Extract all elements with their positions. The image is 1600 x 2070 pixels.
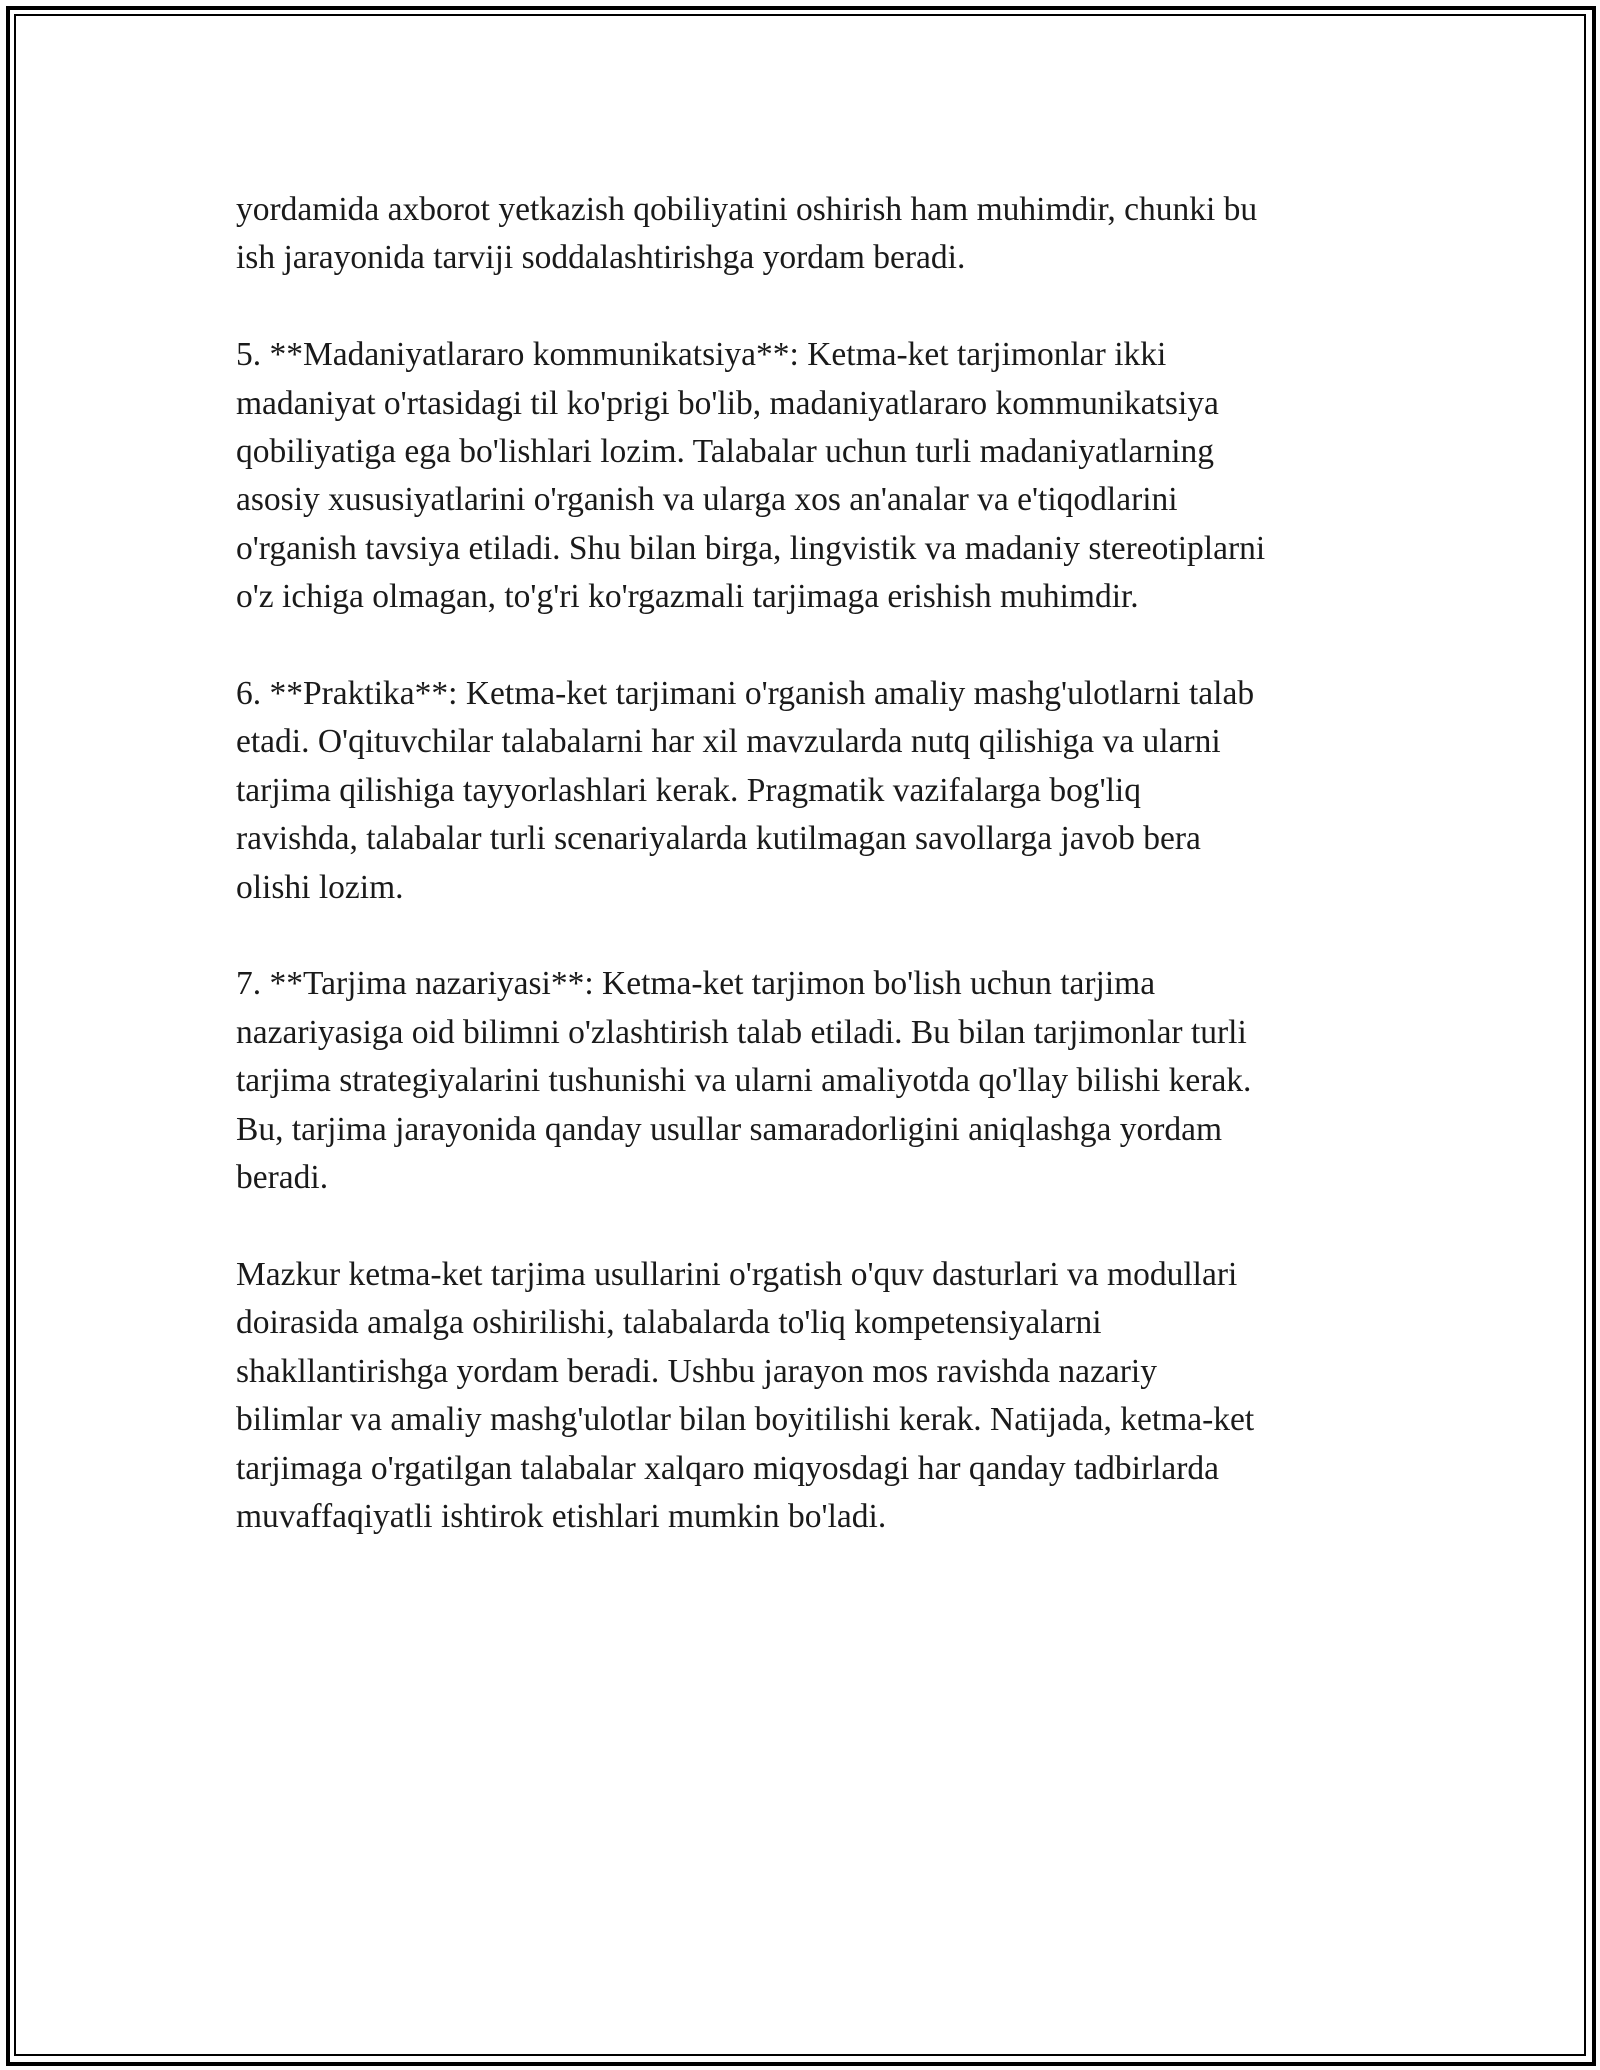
text-line: madaniyat o'rtasidagi til ko'prigi bo'lib, madaniyatlararo kommunikatsiya bbox=[236, 384, 1219, 422]
paragraph-item-7 bbox=[236, 960, 1396, 1202]
text-line: shakllantirishga yordam beradi. Ushbu jarayon mos ravishda nazariy bbox=[236, 1352, 1157, 1390]
text-line: nazariyasiga oid bilimni o'zlashtirish talab etiladi. Bu bilan tarjimonlar turli bbox=[236, 1013, 1247, 1051]
text-line: o'z ichiga olmagan, to'g'ri ko'rgazmali tarjimaga erishish muhimdir. bbox=[236, 578, 1139, 616]
text-line: 7. **Tarjima nazariyasi**: Ketma-ket tarjimon bo'lish uchun tarjima bbox=[236, 965, 1156, 1003]
text-line: Mazkur ketma-ket tarjima usullarini o'rgatish o'quv dasturlari va modullari bbox=[236, 1255, 1238, 1293]
text-line: beradi. bbox=[236, 1159, 329, 1197]
text-line: muvaffaqiyatli ishtirok etishlari mumkin bo'ladi. bbox=[236, 1497, 887, 1535]
paragraph-item-6 bbox=[236, 670, 1396, 912]
text-line: olishi lozim. bbox=[236, 868, 404, 906]
text-line: qobiliyatiga ega bo'lishlari lozim. Talabalar uchun turli madaniyatlarning bbox=[236, 433, 1215, 471]
text-line: etadi. O'qituvchilar talabalarni har xil mavzularda nutq qilishiga va ularni bbox=[236, 723, 1221, 761]
text-line: yordamida axborot yetkazish qobiliyatini oshirish ham muhimdir, chunki bu bbox=[236, 191, 1258, 228]
text-line: 5. **Madaniyatlararo kommunikatsiya**: Ketma-ket tarjimonlar ikki bbox=[236, 336, 1167, 374]
text-line: o'rganish tavsiya etiladi. Shu bilan birga, lingvistik va madaniy stereotiplarni bbox=[236, 529, 1266, 567]
text-line: tarjima strategiyalarini tushunishi va ularni amaliyotda qo'llay bilishi kerak. bbox=[236, 1062, 1252, 1100]
text-line: 6. **Praktika**: Ketma-ket tarjimani o'rganish amaliy mashg'ulotlarni talab bbox=[236, 675, 1255, 713]
paragraph-item-5 bbox=[236, 331, 1396, 621]
text-line: tarjimaga o'rgatilgan talabalar xalqaro miqyosdagi har qanday tadbirlarda bbox=[236, 1449, 1220, 1487]
document-body bbox=[236, 186, 1396, 1590]
text-line: bilimlar va amaliy mashg'ulotlar bilan boyitilishi kerak. Natijada, ketma-ket bbox=[236, 1401, 1255, 1439]
paragraph-conclusion bbox=[236, 1251, 1396, 1541]
text-line: Bu, tarjima jarayonida qanday usullar samaradorligini aniqlashga yordam bbox=[236, 1110, 1223, 1148]
text-line: tarjima qilishiga tayyorlashlari kerak. Pragmatik vazifalarga bog'liq bbox=[236, 771, 1141, 809]
text-line: asosiy xususiyatlarini o'rganish va ularga xos an'analar va e'tiqodlarini bbox=[236, 481, 1178, 519]
paragraph-continuation bbox=[236, 186, 1396, 283]
text-line: doirasida amalga oshirilishi, talabalarda to'liq kompetensiyalarni bbox=[236, 1304, 1102, 1342]
text-line: ish jarayonida tarviji soddalashtirishga yordam beradi. bbox=[236, 239, 966, 277]
text-line: ravishda, talabalar turli scenariyalarda kutilmagan savollarga javob bera bbox=[236, 820, 1201, 858]
